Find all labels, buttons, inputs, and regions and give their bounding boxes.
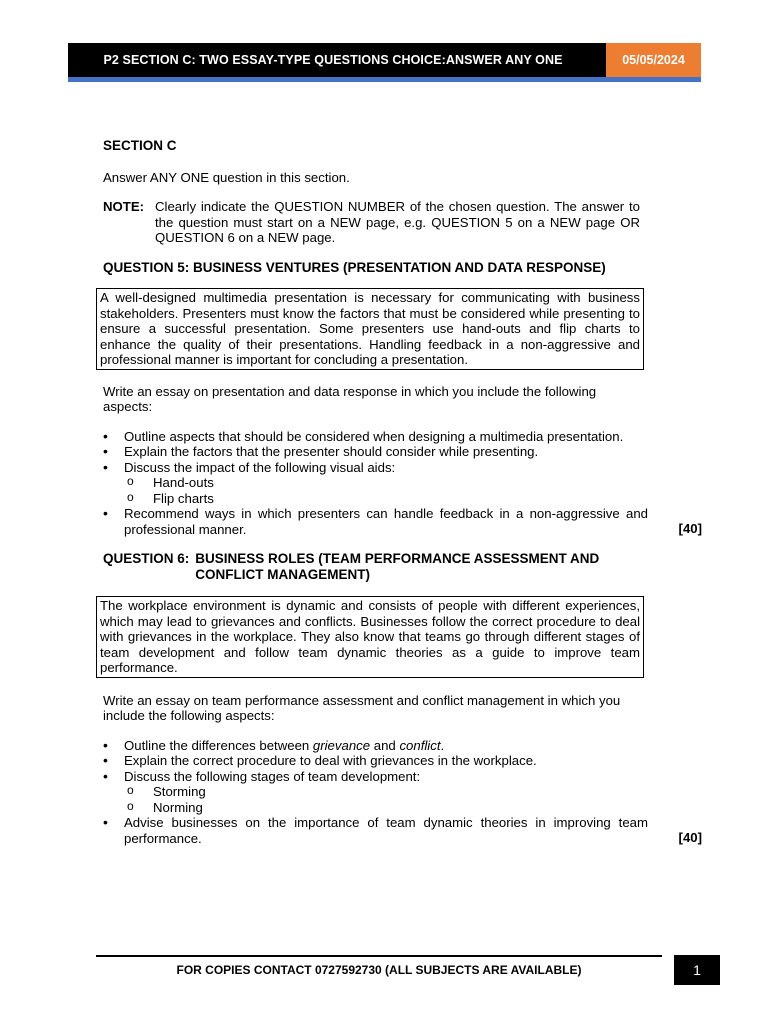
list-item: • Explain the correct procedure to deal with grievances in the workplace. <box>103 753 648 769</box>
q6-bullet-list <box>103 738 648 847</box>
list-item: • Explain the factors that the presenter should consider while presenting. <box>103 444 648 460</box>
list-item-text: Outline the differences between <box>124 737 313 753</box>
q5-bullet-list <box>103 429 648 538</box>
list-item <box>103 769 648 816</box>
list-item <box>103 738 648 754</box>
section-instruction: Answer ANY ONE question in this section. <box>103 169 350 185</box>
sub-list-item: o Storming <box>124 784 648 800</box>
q6-marks: [40] <box>678 830 702 845</box>
sub-list-item: o Hand-outs <box>124 475 648 491</box>
list-item: • Advise businesses on the importance of team dynamic theories in improving team performance. <box>103 815 648 846</box>
emphasis-grievance: grievance <box>312 737 371 753</box>
footer-rule <box>96 955 662 957</box>
q5-heading: QUESTION 5: BUSINESS VENTURES (PRESENTATION AND DATA RESPONSE) <box>103 259 606 275</box>
q6-heading-text: BUSINESS ROLES (TEAM PERFORMANCE ASSESSMENT AND CONFLICT MANAGEMENT) <box>195 551 600 582</box>
q6-scenario-box: The workplace environment is dynamic and consists of people with different experiences, which may lead to grievances and conflicts. Businesses follow the correct procedure to deal with grievances in the workplace. They also know that teams go through different stages of team development and follow team dynamic theories as a guide to improve team performance. <box>96 596 644 678</box>
list-item-text: Discuss the following stages of team development: <box>124 768 421 784</box>
note <box>103 199 703 246</box>
footer-contact: FOR COPIES CONTACT 0727592730 (ALL SUBJECTS ARE AVAILABLE) <box>176 963 582 977</box>
emphasis-conflict: conflict <box>399 737 441 753</box>
q6-prompt: Write an essay on team performance assessment and conflict management in which you include the following aspects: <box>103 692 621 723</box>
list-item-text: . <box>440 737 445 753</box>
q5-scenario-box: A well-designed multimedia presentation is necessary for communicating with business stakeholders. Presenters must know the factors that must be considered while presenting to ensure a successful presentation. Some presenters use hand-outs and flip charts to enhance the quality of their presentations. Handling feedback in a non-aggressive and professional manner is important for concluding a presentation. <box>96 288 644 370</box>
page-header <box>68 43 701 77</box>
q6-sub-list <box>124 784 648 815</box>
q5-marks: [40] <box>678 521 702 536</box>
list-item: • Outline aspects that should be considered when designing a multimedia presentation. <box>103 429 648 445</box>
sub-list-item: o Flip charts <box>124 491 648 507</box>
sub-list-item: o Norming <box>124 800 648 816</box>
list-item <box>103 460 648 507</box>
list-item: • Recommend ways in which presenters can handle feedback in a non-aggressive and professional manner. <box>103 506 648 537</box>
header-date: 05/05/2024 <box>606 43 701 77</box>
q5-prompt: Write an essay on presentation and data response in which you include the following aspects: <box>103 383 597 414</box>
header-title: P2 SECTION C: TWO ESSAY-TYPE QUESTIONS CHOICE:ANSWER ANY ONE <box>103 53 563 67</box>
document-body <box>100 138 703 846</box>
list-item-text: and <box>370 737 400 753</box>
q5-sub-list <box>124 475 648 506</box>
header-rule <box>68 77 701 82</box>
list-item-text: Discuss the impact of the following visual aids: <box>124 459 396 475</box>
q6-heading <box>103 551 648 582</box>
q6-heading-label: QUESTION 6: <box>103 551 190 566</box>
page-number: 1 <box>674 955 720 985</box>
note-label: NOTE: <box>103 199 145 214</box>
section-heading: SECTION C <box>103 138 177 153</box>
note-text: Clearly indicate the QUESTION NUMBER of the chosen question. The answer to the question must start on a NEW page, e.g. QUESTION 5 on a NEW page OR QUESTION 6 on a NEW page. <box>155 199 640 245</box>
